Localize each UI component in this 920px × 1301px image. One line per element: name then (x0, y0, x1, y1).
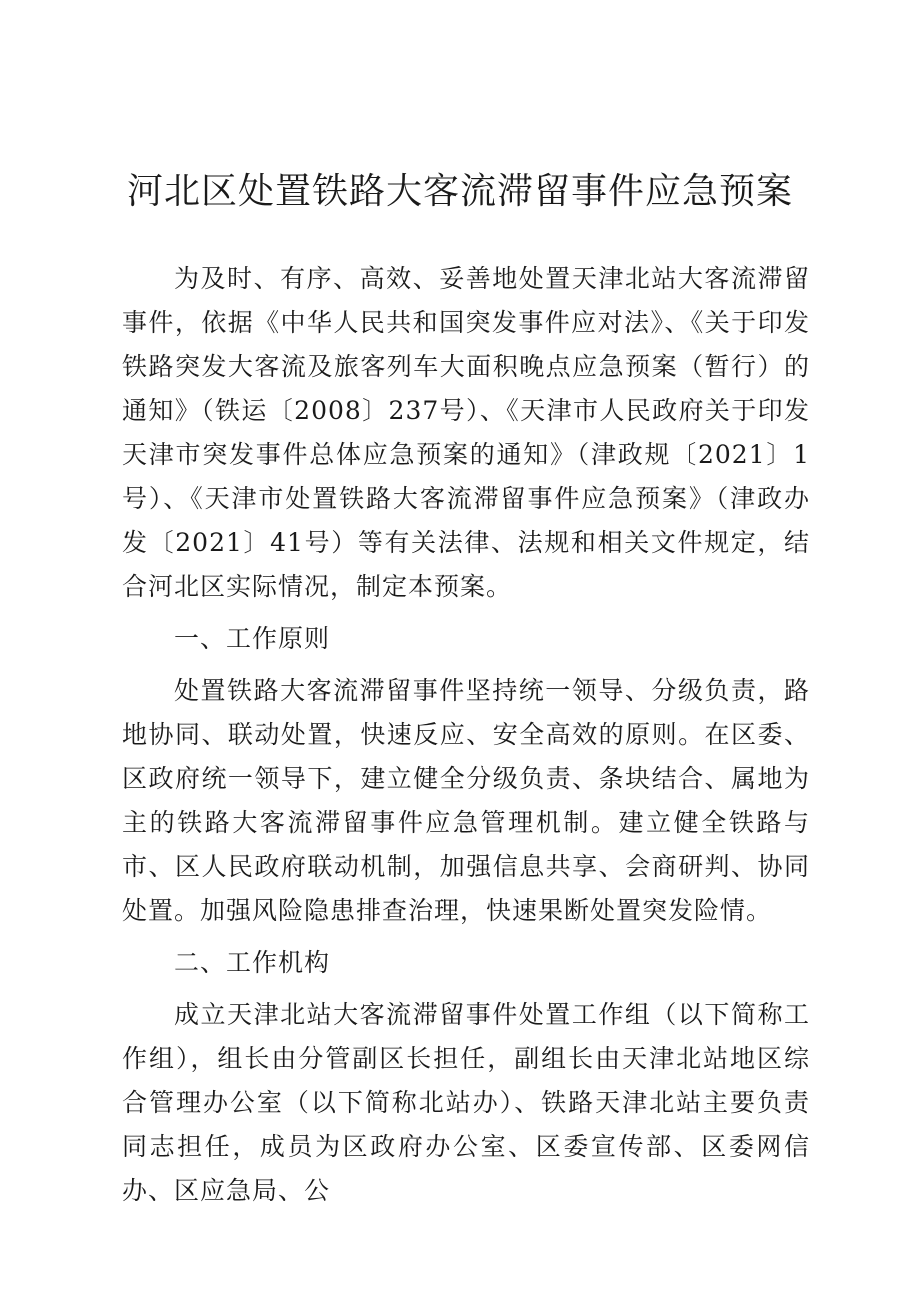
section-paragraph-principles: 处置铁路大客流滞留事件坚持统一领导、分级负责，路地协同、联动处置，快速反应、安全高效的原则。在区委、区政府统一领导下，建立健全分级负责、条块结合、属地为主的铁路大客流滞留事件应急管理机制。建立健全铁路与市、区人民政府联动机制，加强信息共享、会商研判、协同处置。加强风险隐患排查治理，快速果断处置突发险情。 (122, 676, 810, 925)
document-body (122, 257, 810, 1213)
section-paragraph-organization: 成立天津北站大客流滞留事件处置工作组（以下简称工作组），组长由分管副区长担任，副组长由天津北站地区综合管理办公室（以下简称北站办）、铁路天津北站主要负责同志担任，成员为区政府办公室、区委宣传部、区委网信办、区应急局、公 (122, 1000, 810, 1205)
section-heading-principles: 一、工作原则 (174, 624, 331, 653)
document-title: 河北区处置铁路大客流滞留事件应急预案 (126, 171, 793, 212)
section-heading-organization: 二、工作机构 (174, 948, 331, 977)
intro-paragraph: 为及时、有序、高效、妥善地处置天津北站大客流滞留事件，依据《中华人民共和国突发事件应对法》、《关于印发铁路突发大客流及旅客列车大面积晚点应急预案（暂行）的通知》（铁运〔2008〕237号）、《天津市人民政府关于印发天津市突发事件总体应急预案的通知》（津政规〔2021〕1号）、《天津市处置铁路大客流滞留事件应急预案》（津政办发〔2021〕41号）等有关法律、法规和相关文件规定，结合河北区实际情况，制定本预案。 (122, 264, 810, 601)
